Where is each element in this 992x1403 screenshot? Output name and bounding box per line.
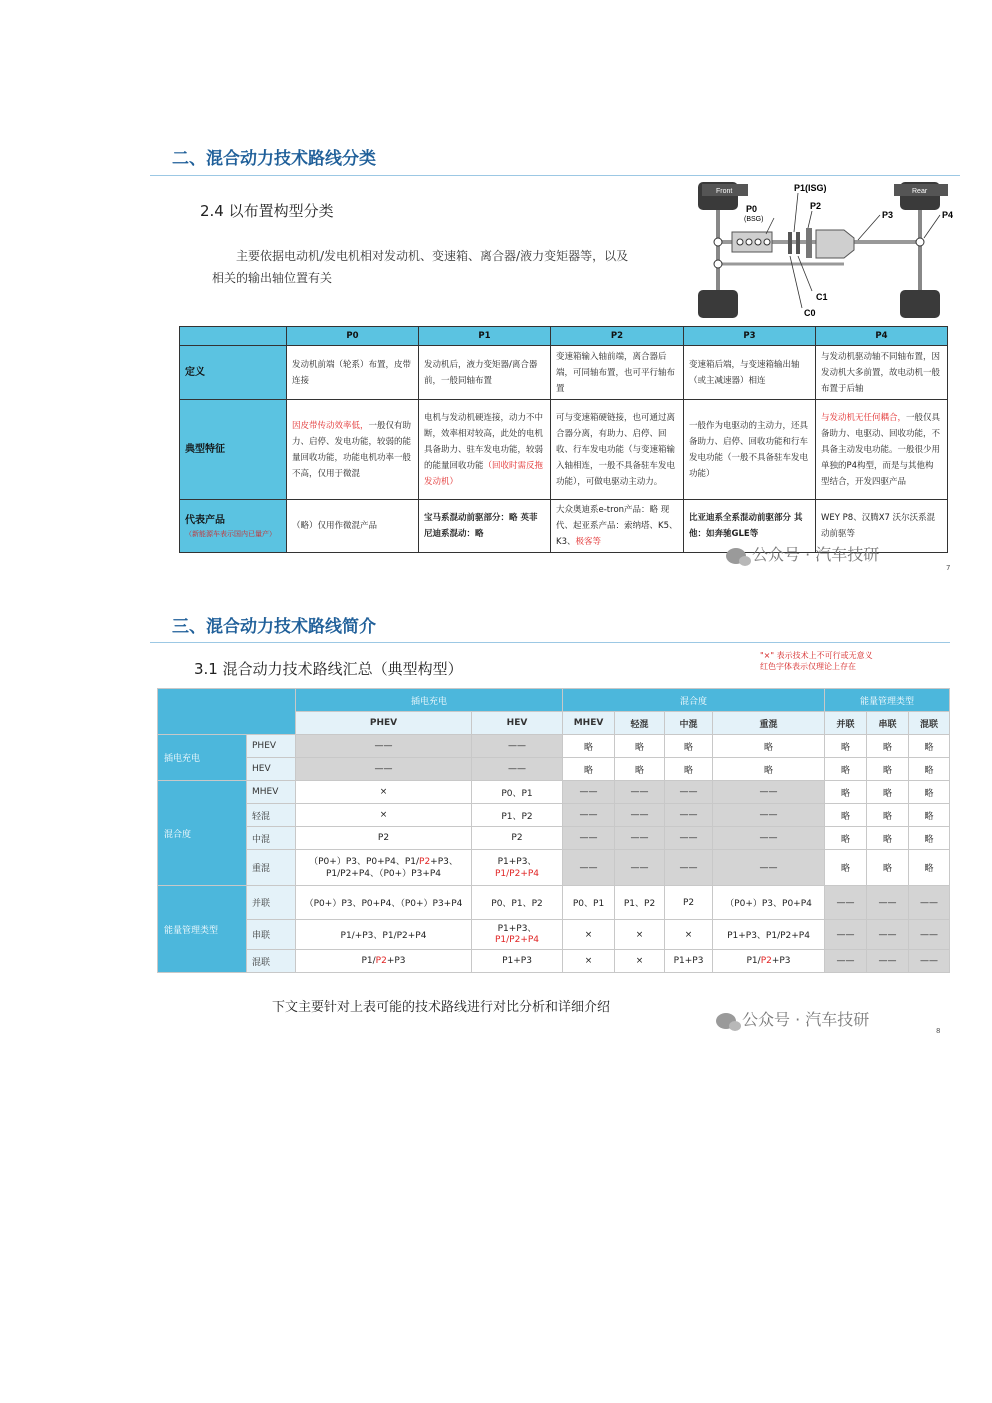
row-zhonghun-heavy: 重混 [247,850,296,886]
gearbox [816,230,854,258]
def-p0: 发动机前端（轮系）布置，皮带连接 [287,346,419,400]
table-cell: —— [615,804,665,827]
table-cell: × [563,950,615,973]
feat-p0: 因皮带传动效率低，一般仅有助力、启停、发电功能，较弱的能量回收功能，功能电机功率一般不高，仅用于微混 [287,400,419,500]
table-cell: —— [825,886,867,920]
table-cell: —— [867,886,909,920]
section3-subtitle: 3.1 混合动力技术路线汇总（典型构型） [194,660,463,678]
table-cell: —— [296,735,472,758]
table-cell: —— [713,850,825,886]
def-p3: 变速箱后端，与变速箱输出轴（或主减速器）相连 [684,346,816,400]
table-cell: × [563,920,615,950]
rear-left-wheel [698,290,738,318]
table-cell: —— [825,950,867,973]
rear-label: Rear [912,188,928,195]
table-cell: —— [665,781,713,804]
table-cell: （P0+）P3、P0+P4、（P0+）P3+P4 [296,886,472,920]
table-cell: 略 [867,850,909,886]
table-cell: 略 [909,827,950,850]
p4-label: P4 [942,210,954,220]
table-cell: 略 [867,827,909,850]
feat-p3: 一般作为电驱动的主动力，还具备助力、启停、回收功能和行车发电功能（一般不具备驻车发电功能） [684,400,816,500]
table-cell: —— [665,850,713,886]
p1-label: P1(ISG) [794,183,827,193]
row-zhonghun: 中混 [247,827,296,850]
p2-label: P2 [810,201,822,211]
col-header-p0: P0 [287,327,419,346]
row-qinghun: 轻混 [247,804,296,827]
table-caption: 下文主要针对上表可能的技术路线进行对比分析和详细介绍 [272,1000,611,1015]
feat-p4: 与发动机无任何耦合，一般仅具备助力、电驱动、回收功能，不具备主动发电功能。一般很少用单独的P4构型，而是与其他构型结合，开发四驱产品 [816,400,948,500]
col-mhev: MHEV [563,712,615,735]
table-cell: P2 [665,886,713,920]
section2-title: 二、混合动力技术路线分类 [172,149,376,169]
c0-label: C0 [804,308,816,318]
table-cell: 略 [909,781,950,804]
col-header-p1: P1 [419,327,551,346]
table-cell: P2 [472,827,563,850]
table-cell: —— [665,804,713,827]
table-corner [180,327,287,346]
col-header-p3: P3 [684,327,816,346]
table-cell: 略 [713,735,825,758]
table-cell: P0、P1 [563,886,615,920]
def-p4: 与发动机驱动轴不同轴布置，因发动机大多前置，故电动机一般布置于后轴 [816,346,948,400]
group-header-plug: 插电充电 [296,689,563,712]
table-cell: —— [713,781,825,804]
table-cell: 略 [713,758,825,781]
row-series-parallel: 混联 [247,950,296,973]
table-cell: —— [909,920,950,950]
section3-rule [150,642,950,643]
table-cell: P2 [296,827,472,850]
row-header-products: 代表产品 （新能源车表示国内已量产） [180,500,287,553]
table-cell: × [296,804,472,827]
group-header-hybrid: 混合度 [563,689,825,712]
table-cell: P1/+P3、P1/P2+P4 [296,920,472,950]
col-zhonghun: 中混 [665,712,713,735]
col-series-parallel: 混联 [909,712,950,735]
def-p2: 变速箱输入轴前端，离合器后端，可同轴布置，也可平行轴布置 [551,346,684,400]
table-cell: 略 [825,850,867,886]
def-p1: 发动机后，液力变矩器/离合器前，一般同轴布置 [419,346,551,400]
table-cell: 略 [825,758,867,781]
p0-sub-label: (BSG) [744,216,764,223]
note-red: 红色字体表示仅理论上存在 [760,662,856,671]
table-cell: 略 [665,735,713,758]
row-hev: HEV [247,758,296,781]
table-notes [760,650,873,672]
rear-right-wheel [900,290,940,318]
col-phev: PHEV [296,712,472,735]
table-cell: —— [472,758,563,781]
table-cell: 略 [909,804,950,827]
table-cell: P1+P3 [665,950,713,973]
col-header-p4: P4 [816,327,948,346]
group-header-energy: 能量管理类型 [825,689,950,712]
prod-p1: 宝马系混动前驱部分：略 英菲尼迪系混动：略 [419,500,551,553]
table-cell: 略 [909,735,950,758]
cell-heavy-phev: （P0+）P3、P0+P4、P1/P2+P3、 P1/P2+P4、（P0+）P3+P4 [296,850,472,886]
row-phev: PHEV [247,735,296,758]
col-header-p2: P2 [551,327,684,346]
row-series: 串联 [247,920,296,950]
table-cell: 略 [615,758,665,781]
cell-sp-phev: P1/P2+P3 [296,950,472,973]
col-parallel: 并联 [825,712,867,735]
row-parallel: 并联 [247,886,296,920]
table-cell: —— [615,850,665,886]
p0-label: P0 [746,204,758,214]
table-cell: P1、P2 [472,804,563,827]
prod-p4: WEY P8、汉腾X7 沃尔沃系混动前驱等 [816,500,948,553]
watermark-1: 公众号 · 汽车技研 [726,542,879,565]
table-cell: —— [825,920,867,950]
prod-p0: （略）仅用作微混产品 [287,500,419,553]
table-cell: 略 [909,758,950,781]
table-cell: —— [867,950,909,973]
table-cell: 略 [825,804,867,827]
intro-line1: 主要依据电动机/发电机相对发动机、变速箱、离合器/液力变矩器等，以及 [236,249,629,263]
table-cell: × [615,950,665,973]
col-series: 串联 [867,712,909,735]
table-cell: 略 [867,781,909,804]
c1-label: C1 [816,292,828,302]
table-cell: 略 [825,735,867,758]
table-cell: —— [563,781,615,804]
row-header-features: 典型特征 [180,400,287,500]
table-cell: 略 [867,758,909,781]
rowgroup-plug: 插电充电 [158,735,247,781]
wechat-icon [716,1013,736,1029]
table-cell: —— [713,827,825,850]
section2-rule [150,175,960,176]
table-cell: 略 [665,758,713,781]
table-cell: 略 [563,735,615,758]
page-number-8: 8 [936,1027,941,1035]
feat-p1: 电机与发动机硬连接，动力不中断，效率相对较高，此处的电机具备助力、驻车发电功能，较弱的能量回收功能（回收时需反拖发动机） [419,400,551,500]
table-cell: —— [296,758,472,781]
table-cell: 略 [563,758,615,781]
table-cell: 略 [909,850,950,886]
table-cell: × [665,920,713,950]
table-cell: —— [909,950,950,973]
table-cell: —— [665,827,713,850]
feat-p2: 可与变速箱硬链接，也可通过离合器分离，有助力、启停、回收、行车发电功能（与变速箱输入轴相连，一般不具备驻车发电功能），可做电驱动主动力。 [551,400,684,500]
table-cell: × [615,920,665,950]
p3-label: P3 [882,210,894,220]
table-cell: × [296,781,472,804]
front-label: Front [716,188,733,195]
table-cell: P0、P1 [472,781,563,804]
table-cell: 略 [867,804,909,827]
wechat-icon [726,548,746,564]
intro-line2: 相关的输出轴位置有关 [212,271,333,285]
hybrid-layout-diagram [694,178,960,320]
table-cell: 略 [867,735,909,758]
table-cell: —— [615,781,665,804]
table-cell: —— [713,804,825,827]
cell-heavy-hev: P1+P3、 P1/P2+P4 [472,850,563,886]
table-cell: P1+P3、P1/P2+P4 [713,920,825,950]
cell-sp-heavy: P1/P2+P3 [713,950,825,973]
rowgroup-hybrid: 混合度 [158,781,247,886]
prod-p3: 比亚迪系全系混动前驱部分 其他：如奔驰GLE等 [684,500,816,553]
table-cell: 略 [615,735,665,758]
p-layout-table [179,326,948,553]
table2-corner [158,689,296,735]
col-zhonghun-heavy: 重混 [713,712,825,735]
section3-title: 三、混合动力技术路线简介 [172,617,376,637]
table-cell: —— [909,886,950,920]
note-x: "×" 表示技术上不可行或无意义 [760,651,873,660]
tech-route-table [157,688,950,973]
row-mhev: MHEV [247,781,296,804]
table-cell: —— [563,850,615,886]
col-hev: HEV [472,712,563,735]
col-qinghun: 轻混 [615,712,665,735]
prod-p2: 大众奥迪系e-tron产品：略 现代、起亚系产品：索纳塔、K5、K3、极客等 [551,500,684,553]
row-header-definition: 定义 [180,346,287,400]
table-cell: 略 [825,781,867,804]
watermark-2: 公众号 · 汽车技研 [716,1007,869,1030]
section2-subtitle: 2.4 以布置构型分类 [200,202,334,220]
table-cell: P1、P2 [615,886,665,920]
page-number-7: 7 [946,564,951,572]
cell-series-hev: P1+P3、 P1/P2+P4 [472,920,563,950]
table-cell: —— [563,827,615,850]
table-cell: —— [615,827,665,850]
table-cell: —— [867,920,909,950]
table-cell: P1+P3 [472,950,563,973]
table-cell: —— [563,804,615,827]
table-cell: P0、P1、P2 [472,886,563,920]
table-cell: —— [472,735,563,758]
table-cell: 略 [825,827,867,850]
rowgroup-energy: 能量管理类型 [158,886,247,973]
table-cell: （P0+）P3、P0+P4 [713,886,825,920]
